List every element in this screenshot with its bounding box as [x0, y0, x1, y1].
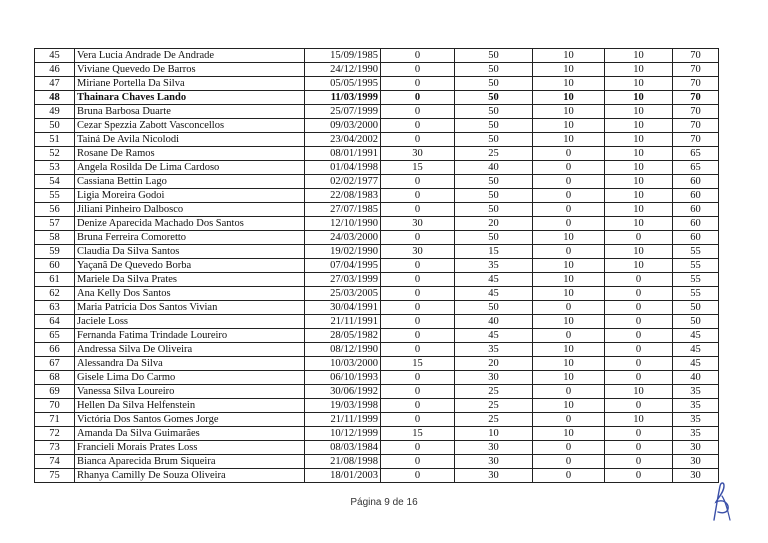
score-4-cell: 10 [605, 413, 673, 427]
score-3-cell: 0 [533, 175, 605, 189]
score-2-cell: 25 [455, 147, 533, 161]
row-number-cell: 48 [35, 91, 75, 105]
row-number-cell: 63 [35, 301, 75, 315]
score-1-cell: 30 [381, 245, 455, 259]
total-score-cell: 35 [673, 385, 719, 399]
score-2-cell: 20 [455, 217, 533, 231]
handwritten-initials [706, 478, 736, 524]
table-row [35, 203, 719, 217]
score-3-cell: 10 [533, 287, 605, 301]
score-3-cell: 10 [533, 357, 605, 371]
score-2-cell: 35 [455, 259, 533, 273]
score-4-cell: 0 [605, 455, 673, 469]
birth-date-cell: 12/10/1990 [305, 217, 381, 231]
score-2-cell: 35 [455, 343, 533, 357]
score-2-cell: 25 [455, 413, 533, 427]
candidate-name-cell: Tainá De Avila Nicolodi [75, 133, 305, 147]
score-3-cell: 0 [533, 469, 605, 483]
score-1-cell: 15 [381, 161, 455, 175]
score-3-cell: 10 [533, 343, 605, 357]
total-score-cell: 70 [673, 49, 719, 63]
score-2-cell: 10 [455, 427, 533, 441]
birth-date-cell: 27/03/1999 [305, 273, 381, 287]
score-4-cell: 10 [605, 105, 673, 119]
table-row [35, 343, 719, 357]
row-number-cell: 64 [35, 315, 75, 329]
score-3-cell: 10 [533, 91, 605, 105]
table-row [35, 455, 719, 469]
score-1-cell: 0 [381, 77, 455, 91]
row-number-cell: 50 [35, 119, 75, 133]
birth-date-cell: 24/03/2000 [305, 231, 381, 245]
table-row [35, 399, 719, 413]
candidate-name-cell: Francieli Morais Prates Loss [75, 441, 305, 455]
score-4-cell: 10 [605, 161, 673, 175]
score-4-cell: 10 [605, 217, 673, 231]
score-3-cell: 0 [533, 161, 605, 175]
row-number-cell: 57 [35, 217, 75, 231]
total-score-cell: 65 [673, 161, 719, 175]
birth-date-cell: 08/12/1990 [305, 343, 381, 357]
table-row [35, 371, 719, 385]
birth-date-cell: 05/05/1995 [305, 77, 381, 91]
birth-date-cell: 02/02/1977 [305, 175, 381, 189]
score-2-cell: 50 [455, 231, 533, 245]
score-3-cell: 10 [533, 105, 605, 119]
candidate-name-cell: Bianca Aparecida Brum Siqueira [75, 455, 305, 469]
birth-date-cell: 10/12/1999 [305, 427, 381, 441]
score-4-cell: 10 [605, 175, 673, 189]
candidate-name-cell: Alessandra Da Silva [75, 357, 305, 371]
candidate-name-cell: Yaçanã De Quevedo Borba [75, 259, 305, 273]
total-score-cell: 65 [673, 147, 719, 161]
row-number-cell: 54 [35, 175, 75, 189]
table-row [35, 273, 719, 287]
total-score-cell: 30 [673, 469, 719, 483]
table-row [35, 357, 719, 371]
birth-date-cell: 08/03/1984 [305, 441, 381, 455]
row-number-cell: 56 [35, 203, 75, 217]
score-2-cell: 45 [455, 329, 533, 343]
row-number-cell: 49 [35, 105, 75, 119]
total-score-cell: 40 [673, 371, 719, 385]
row-number-cell: 55 [35, 189, 75, 203]
candidate-name-cell: Maria Patricia Dos Santos Vivian [75, 301, 305, 315]
score-3-cell: 10 [533, 427, 605, 441]
total-score-cell: 70 [673, 133, 719, 147]
candidate-name-cell: Angela Rosilda De Lima Cardoso [75, 161, 305, 175]
score-4-cell: 10 [605, 259, 673, 273]
candidate-name-cell: Victória Dos Santos Gomes Jorge [75, 413, 305, 427]
row-number-cell: 51 [35, 133, 75, 147]
candidate-name-cell: Viviane Quevedo De Barros [75, 63, 305, 77]
table-row [35, 77, 719, 91]
row-number-cell: 72 [35, 427, 75, 441]
score-4-cell: 10 [605, 63, 673, 77]
score-1-cell: 0 [381, 133, 455, 147]
score-4-cell: 10 [605, 203, 673, 217]
score-2-cell: 30 [455, 371, 533, 385]
score-2-cell: 50 [455, 203, 533, 217]
table-row [35, 441, 719, 455]
score-3-cell: 10 [533, 259, 605, 273]
score-2-cell: 15 [455, 245, 533, 259]
score-4-cell: 0 [605, 427, 673, 441]
score-3-cell: 10 [533, 273, 605, 287]
row-number-cell: 61 [35, 273, 75, 287]
row-number-cell: 75 [35, 469, 75, 483]
candidate-name-cell: Cassiana Bettin Lago [75, 175, 305, 189]
candidate-name-cell: Mariele Da Silva Prates [75, 273, 305, 287]
row-number-cell: 52 [35, 147, 75, 161]
score-1-cell: 0 [381, 63, 455, 77]
total-score-cell: 50 [673, 301, 719, 315]
candidate-name-cell: Gisele Lima Do Carmo [75, 371, 305, 385]
total-score-cell: 60 [673, 189, 719, 203]
score-3-cell: 0 [533, 245, 605, 259]
table-row [35, 385, 719, 399]
page-number-label: Página 9 de 16 [350, 497, 418, 508]
score-3-cell: 10 [533, 371, 605, 385]
candidate-name-cell: Claudia Da Silva Santos [75, 245, 305, 259]
score-1-cell: 0 [381, 49, 455, 63]
birth-date-cell: 30/04/1991 [305, 301, 381, 315]
total-score-cell: 70 [673, 77, 719, 91]
score-2-cell: 25 [455, 385, 533, 399]
row-number-cell: 66 [35, 343, 75, 357]
score-4-cell: 0 [605, 231, 673, 245]
table-row [35, 245, 719, 259]
total-score-cell: 55 [673, 245, 719, 259]
score-2-cell: 50 [455, 105, 533, 119]
row-number-cell: 70 [35, 399, 75, 413]
score-4-cell: 0 [605, 329, 673, 343]
score-4-cell: 10 [605, 49, 673, 63]
total-score-cell: 60 [673, 231, 719, 245]
table-row [35, 147, 719, 161]
total-score-cell: 70 [673, 105, 719, 119]
score-1-cell: 15 [381, 357, 455, 371]
total-score-cell: 35 [673, 427, 719, 441]
table-body [35, 49, 719, 483]
score-3-cell: 0 [533, 189, 605, 203]
candidate-name-cell: Rosane De Ramos [75, 147, 305, 161]
candidate-name-cell: Fernanda Fatima Trindade Loureiro [75, 329, 305, 343]
row-number-cell: 45 [35, 49, 75, 63]
candidate-name-cell: Ana Kelly Dos Santos [75, 287, 305, 301]
candidate-name-cell: Bruna Barbosa Duarte [75, 105, 305, 119]
total-score-cell: 50 [673, 315, 719, 329]
score-2-cell: 50 [455, 63, 533, 77]
score-1-cell: 0 [381, 119, 455, 133]
candidate-name-cell: Jaciele Loss [75, 315, 305, 329]
score-1-cell: 0 [381, 273, 455, 287]
candidate-name-cell: Hellen Da Silva Helfenstein [75, 399, 305, 413]
score-1-cell: 0 [381, 469, 455, 483]
score-1-cell: 0 [381, 105, 455, 119]
candidate-name-cell: Denize Aparecida Machado Dos Santos [75, 217, 305, 231]
candidate-name-cell: Rhanya Camilly De Souza Oliveira [75, 469, 305, 483]
score-4-cell: 0 [605, 315, 673, 329]
score-3-cell: 0 [533, 413, 605, 427]
table-row [35, 427, 719, 441]
row-number-cell: 60 [35, 259, 75, 273]
birth-date-cell: 27/07/1985 [305, 203, 381, 217]
birth-date-cell: 30/06/1992 [305, 385, 381, 399]
score-2-cell: 50 [455, 189, 533, 203]
score-3-cell: 0 [533, 385, 605, 399]
birth-date-cell: 25/03/2005 [305, 287, 381, 301]
score-4-cell: 0 [605, 287, 673, 301]
score-2-cell: 50 [455, 119, 533, 133]
table-row [35, 469, 719, 483]
total-score-cell: 55 [673, 259, 719, 273]
score-3-cell: 10 [533, 315, 605, 329]
score-2-cell: 50 [455, 49, 533, 63]
total-score-cell: 60 [673, 203, 719, 217]
birth-date-cell: 25/07/1999 [305, 105, 381, 119]
birth-date-cell: 08/01/1991 [305, 147, 381, 161]
candidate-name-cell: Miriane Portella Da Silva [75, 77, 305, 91]
score-1-cell: 0 [381, 315, 455, 329]
candidate-name-cell: Bruna Ferreira Comoretto [75, 231, 305, 245]
score-2-cell: 45 [455, 287, 533, 301]
score-1-cell: 0 [381, 231, 455, 245]
birth-date-cell: 10/03/2000 [305, 357, 381, 371]
total-score-cell: 70 [673, 91, 719, 105]
score-1-cell: 0 [381, 259, 455, 273]
total-score-cell: 30 [673, 441, 719, 455]
table-row [35, 91, 719, 105]
score-4-cell: 0 [605, 357, 673, 371]
birth-date-cell: 07/04/1995 [305, 259, 381, 273]
score-4-cell: 10 [605, 119, 673, 133]
candidate-name-cell: Amanda Da Silva Guimarães [75, 427, 305, 441]
table-row [35, 49, 719, 63]
row-number-cell: 65 [35, 329, 75, 343]
row-number-cell: 67 [35, 357, 75, 371]
row-number-cell: 53 [35, 161, 75, 175]
candidate-name-cell: Vanessa Silva Loureiro [75, 385, 305, 399]
total-score-cell: 60 [673, 175, 719, 189]
results-table [34, 48, 719, 483]
table-row [35, 175, 719, 189]
score-1-cell: 0 [381, 189, 455, 203]
row-number-cell: 46 [35, 63, 75, 77]
score-3-cell: 0 [533, 217, 605, 231]
birth-date-cell: 21/11/1991 [305, 315, 381, 329]
row-number-cell: 62 [35, 287, 75, 301]
total-score-cell: 30 [673, 455, 719, 469]
birth-date-cell: 09/03/2000 [305, 119, 381, 133]
candidate-name-cell: Jiliani Pinheiro Dalbosco [75, 203, 305, 217]
total-score-cell: 70 [673, 63, 719, 77]
score-3-cell: 10 [533, 399, 605, 413]
candidate-name-cell: Thainara Chaves Lando [75, 91, 305, 105]
score-4-cell: 0 [605, 399, 673, 413]
page-footer [0, 497, 768, 508]
table-row [35, 217, 719, 231]
score-3-cell: 10 [533, 231, 605, 245]
score-2-cell: 50 [455, 133, 533, 147]
birth-date-cell: 19/03/1998 [305, 399, 381, 413]
score-4-cell: 0 [605, 371, 673, 385]
row-number-cell: 71 [35, 413, 75, 427]
row-number-cell: 69 [35, 385, 75, 399]
candidate-name-cell: Vera Lucia Andrade De Andrade [75, 49, 305, 63]
table-row [35, 259, 719, 273]
score-4-cell: 0 [605, 273, 673, 287]
birth-date-cell: 23/04/2002 [305, 133, 381, 147]
table-row [35, 119, 719, 133]
score-1-cell: 0 [381, 203, 455, 217]
total-score-cell: 60 [673, 217, 719, 231]
score-3-cell: 0 [533, 301, 605, 315]
birth-date-cell: 19/02/1990 [305, 245, 381, 259]
table-row [35, 231, 719, 245]
score-4-cell: 10 [605, 189, 673, 203]
score-2-cell: 40 [455, 315, 533, 329]
score-2-cell: 30 [455, 455, 533, 469]
score-1-cell: 0 [381, 301, 455, 315]
score-3-cell: 0 [533, 455, 605, 469]
table-row [35, 105, 719, 119]
row-number-cell: 58 [35, 231, 75, 245]
birth-date-cell: 15/09/1985 [305, 49, 381, 63]
score-4-cell: 10 [605, 385, 673, 399]
score-3-cell: 10 [533, 119, 605, 133]
score-1-cell: 0 [381, 175, 455, 189]
score-2-cell: 50 [455, 301, 533, 315]
total-score-cell: 55 [673, 287, 719, 301]
birth-date-cell: 06/10/1993 [305, 371, 381, 385]
table-row [35, 161, 719, 175]
total-score-cell: 45 [673, 343, 719, 357]
score-1-cell: 0 [381, 91, 455, 105]
birth-date-cell: 22/08/1983 [305, 189, 381, 203]
score-2-cell: 40 [455, 161, 533, 175]
score-3-cell: 0 [533, 147, 605, 161]
score-3-cell: 10 [533, 133, 605, 147]
score-3-cell: 10 [533, 63, 605, 77]
score-4-cell: 10 [605, 245, 673, 259]
table-row [35, 133, 719, 147]
score-1-cell: 0 [381, 399, 455, 413]
row-number-cell: 59 [35, 245, 75, 259]
score-1-cell: 0 [381, 441, 455, 455]
score-4-cell: 10 [605, 147, 673, 161]
table-row [35, 63, 719, 77]
score-2-cell: 20 [455, 357, 533, 371]
score-3-cell: 10 [533, 77, 605, 91]
row-number-cell: 73 [35, 441, 75, 455]
score-4-cell: 0 [605, 469, 673, 483]
score-1-cell: 0 [381, 343, 455, 357]
score-2-cell: 30 [455, 441, 533, 455]
row-number-cell: 74 [35, 455, 75, 469]
candidate-name-cell: Ligia Moreira Godoi [75, 189, 305, 203]
birth-date-cell: 24/12/1990 [305, 63, 381, 77]
total-score-cell: 35 [673, 399, 719, 413]
table-row [35, 413, 719, 427]
score-1-cell: 0 [381, 329, 455, 343]
total-score-cell: 45 [673, 329, 719, 343]
score-2-cell: 50 [455, 175, 533, 189]
table-row [35, 329, 719, 343]
score-4-cell: 10 [605, 133, 673, 147]
candidate-name-cell: Andressa Silva De Oliveira [75, 343, 305, 357]
score-1-cell: 0 [381, 287, 455, 301]
birth-date-cell: 01/04/1998 [305, 161, 381, 175]
table-row [35, 287, 719, 301]
birth-date-cell: 21/11/1999 [305, 413, 381, 427]
score-1-cell: 30 [381, 217, 455, 231]
birth-date-cell: 18/01/2003 [305, 469, 381, 483]
score-4-cell: 10 [605, 77, 673, 91]
score-1-cell: 15 [381, 427, 455, 441]
score-3-cell: 0 [533, 329, 605, 343]
total-score-cell: 55 [673, 273, 719, 287]
candidate-name-cell: Cezar Spezzia Zabott Vasconcellos [75, 119, 305, 133]
score-2-cell: 30 [455, 469, 533, 483]
score-4-cell: 0 [605, 301, 673, 315]
score-2-cell: 25 [455, 399, 533, 413]
score-4-cell: 10 [605, 91, 673, 105]
row-number-cell: 68 [35, 371, 75, 385]
total-score-cell: 45 [673, 357, 719, 371]
score-4-cell: 0 [605, 441, 673, 455]
total-score-cell: 35 [673, 413, 719, 427]
birth-date-cell: 28/05/1982 [305, 329, 381, 343]
score-2-cell: 50 [455, 91, 533, 105]
birth-date-cell: 11/03/1999 [305, 91, 381, 105]
score-1-cell: 0 [381, 413, 455, 427]
score-4-cell: 0 [605, 343, 673, 357]
table-row [35, 315, 719, 329]
score-3-cell: 0 [533, 441, 605, 455]
table-row [35, 189, 719, 203]
score-1-cell: 30 [381, 147, 455, 161]
table-row [35, 301, 719, 315]
birth-date-cell: 21/08/1998 [305, 455, 381, 469]
score-2-cell: 50 [455, 77, 533, 91]
score-3-cell: 10 [533, 49, 605, 63]
score-1-cell: 0 [381, 371, 455, 385]
score-2-cell: 45 [455, 273, 533, 287]
score-3-cell: 0 [533, 203, 605, 217]
score-1-cell: 0 [381, 455, 455, 469]
total-score-cell: 70 [673, 119, 719, 133]
row-number-cell: 47 [35, 77, 75, 91]
score-1-cell: 0 [381, 385, 455, 399]
